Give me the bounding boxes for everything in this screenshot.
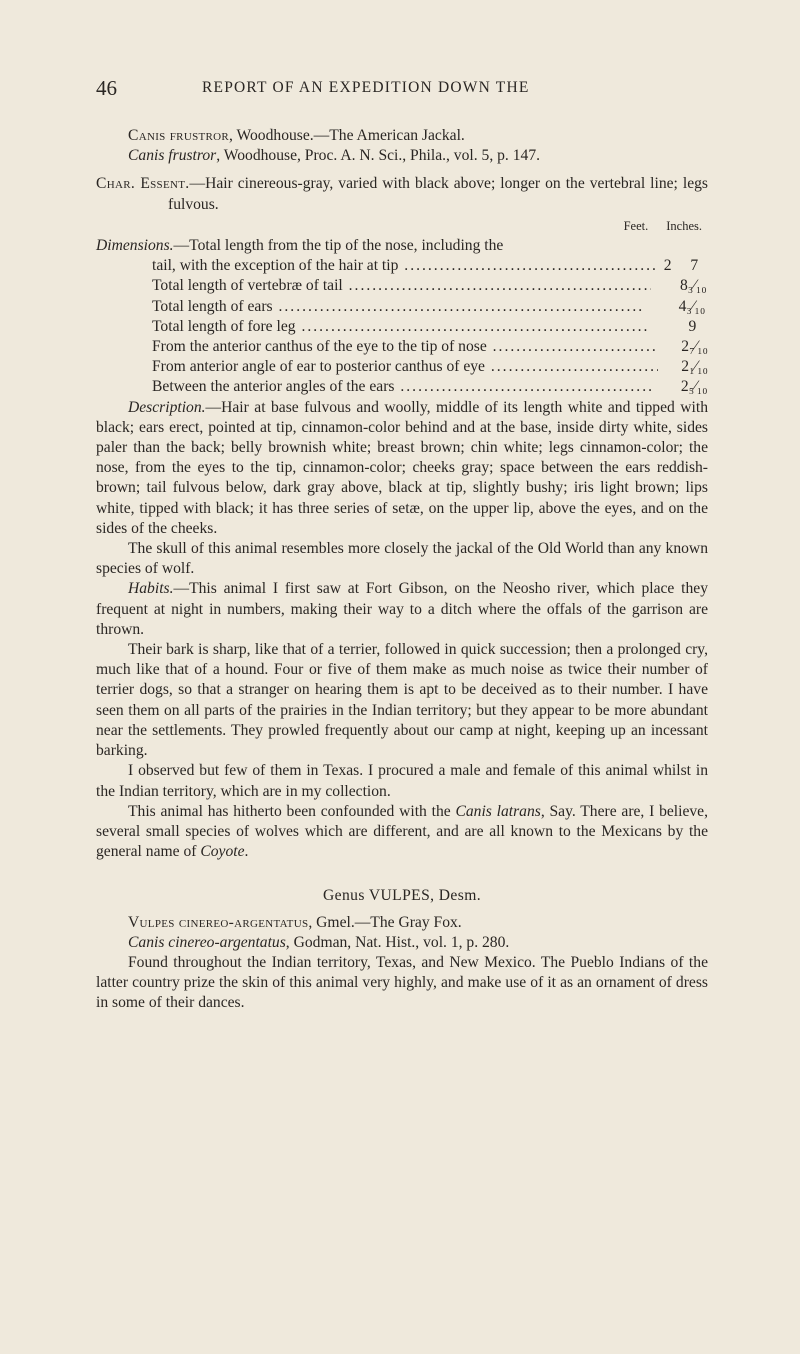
species-heading xyxy=(96,913,708,933)
dimension-row xyxy=(96,297,708,317)
species-heading xyxy=(96,126,708,146)
synonym-reference: , Woodhouse, Proc. A. N. Sci., Phila., vol. 5, p. 147. xyxy=(216,147,541,165)
dimension-inches: 4₃⁄₁₀ xyxy=(678,297,706,315)
description-paragraph xyxy=(96,398,708,539)
char-label: Char. Essent. xyxy=(96,175,190,193)
confounded-text-mid: , Say. There are, I believe, several small species of wolves which are different, and are all known to the Mexicans by the general name of xyxy=(96,802,708,861)
dimension-row-label: From the anterior canthus of the eye to the tip of nose ..... xyxy=(152,337,658,357)
range-paragraph: Found throughout the Indian territory, Texas, and New Mexico. The Pueblo Indians of the latter country prize the skin of this animal very highly, and make use of it as an ornament of dress in some of their dances. xyxy=(96,953,708,1012)
bark-paragraph: Their bark is sharp, like that of a terrier, followed in quick succession; then a prolonged cry, much like that of a hound. Four or five of them make as much noise as twice their number of terrier dogs, so that a stranger on hearing them is apt to be deceived as to their number. I have seen them on all parts of the prairies in the Indian territory; but they appear to be more abundant near the settlements. They prowled frequently about our camp at night, keeping up an incessant barking. xyxy=(96,641,708,760)
unit-inches: Inches. xyxy=(666,218,702,233)
synonym-name: Canis cinereo-argentatus xyxy=(128,933,286,951)
dimension-inches: 2₅⁄₁₀ xyxy=(680,378,708,396)
dimension-row-label: Between the anterior angles of the ears ..... xyxy=(152,377,654,397)
habits-label: Habits. xyxy=(128,580,174,598)
dimension-units xyxy=(96,216,702,236)
description-text: —Hair at base fulvous and woolly, middle of its length white and tipped with black; ears erect, pointed at tip, cinnamon-color behind and at the base, inside dirty white, sides paler than the back; belly brownish white; breast brown; chin white; legs cinnamon-color; the nose, from the eyes to the tip, cinnamon-color; cheeks gray; space between the ears reddish-brown; tail fulvous below, dark gray above, black at tip, slightly bushy; iris light brown; lips white, tipped with black; it has three series of setæ, on the upper lip, above the eyes, and on the sides of the cheeks. xyxy=(96,398,708,537)
dimension-row-label: Total length of ears ..... xyxy=(152,297,645,317)
coyote-name: Coyote xyxy=(200,843,245,861)
confounded-text-start: This animal has hitherto been confounded with the xyxy=(128,802,456,820)
species-name: Vulpes cinereo-argentatus xyxy=(128,913,309,931)
unit-feet: Feet. xyxy=(623,218,649,233)
essential-characters xyxy=(96,174,708,214)
dimension-row xyxy=(96,276,708,296)
dimension-row xyxy=(96,317,708,337)
dimensions-table xyxy=(96,236,708,398)
dimension-row-label: tail, with the exception of the hair at tip ..... xyxy=(152,256,655,276)
habits-paragraph xyxy=(96,579,708,640)
dimension-row xyxy=(96,236,708,256)
dimension-row xyxy=(96,357,708,377)
dimension-row-label: Total length of fore leg ..... xyxy=(152,317,647,337)
dimensions-label: Dimensions. xyxy=(96,237,174,255)
dimension-row-label: —Total length from the tip of the nose, including the xyxy=(173,237,504,255)
page-body xyxy=(96,126,708,1014)
dimension-row-label: Total length of vertebræ of tail ..... xyxy=(152,276,651,296)
dimension-inches: 7 xyxy=(690,257,699,275)
page-number: 46 xyxy=(96,76,117,100)
confounded-paragraph xyxy=(96,802,708,863)
texas-paragraph: I observed but few of them in Texas. I procured a male and female of this animal whilst in the Indian territory, which are in my collection. xyxy=(96,762,708,800)
species-author: , Woodhouse.—The American Jackal. xyxy=(229,127,465,144)
dimension-inches: 8₃⁄₁₀ xyxy=(680,277,707,295)
species-name: Canis frustror xyxy=(128,127,230,144)
dimension-row xyxy=(96,256,708,276)
synonym-reference: , Godman, Nat. Hist., vol. 1, p. 280. xyxy=(285,933,510,951)
running-head: REPORT OF AN EXPEDITION DOWN THE xyxy=(202,79,530,96)
description-label: Description. xyxy=(128,398,206,416)
synonym-line xyxy=(96,933,708,953)
species-author: , Gmel.—The Gray Fox. xyxy=(308,913,462,931)
genus-heading: Genus VULPES, Desm. xyxy=(322,887,482,905)
confounded-species: Canis latrans xyxy=(455,802,541,820)
dimension-row-label: From anterior angle of ear to posterior canthus of eye ..... xyxy=(152,357,658,377)
page-header xyxy=(96,76,706,102)
synonym-name: Canis frustror xyxy=(128,147,217,165)
confounded-text-end: . xyxy=(244,843,249,861)
dimension-inches: 2₁⁄₁₀ xyxy=(681,358,708,376)
skull-paragraph: The skull of this animal resembles more closely the jackal of the Old World than any known species of wolf. xyxy=(96,540,708,578)
dimension-inches: 9 xyxy=(688,317,697,335)
dimension-row xyxy=(96,377,708,397)
dimension-inches: 2₇⁄₁₀ xyxy=(681,338,708,356)
char-text: —Hair cinereous-gray, varied with black above; longer on the vertebral line; legs fulvous. xyxy=(168,175,708,213)
dimension-row xyxy=(96,337,708,357)
synonym-line xyxy=(96,146,708,166)
dimension-feet: 2 xyxy=(663,257,672,275)
habits-text: —This animal I first saw at Fort Gibson, on the Neosho river, which place they frequent at night in numbers, making their way to a ditch where the offals of the garrison are thrown. xyxy=(96,580,708,638)
